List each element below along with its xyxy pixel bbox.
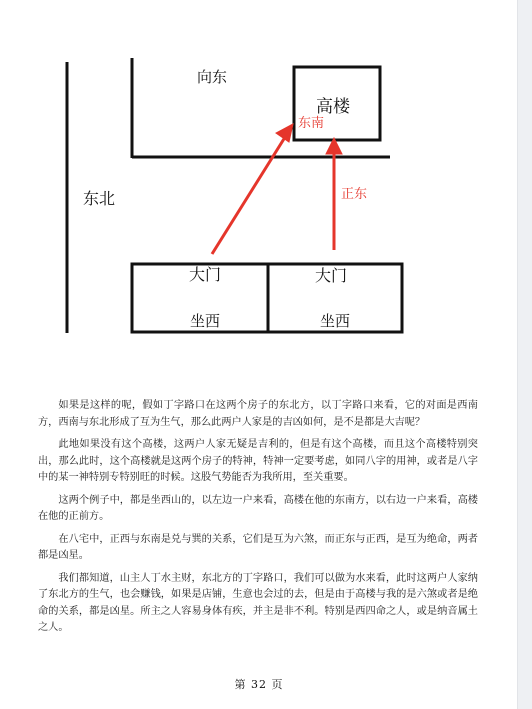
page-number: 第 32 页 bbox=[234, 678, 284, 691]
label-gate-right: 大门 bbox=[315, 266, 348, 285]
diagram-lines bbox=[0, 0, 518, 360]
label-due-east: 正东 bbox=[341, 187, 368, 202]
arrow-east bbox=[326, 138, 342, 250]
paragraph: 我们都知道，山主人丁水主财，东北方的丁字路口，我们可以做为水来看，此时这两户人家纳了东北方的生气，也会赚钱，如果是店铺，生意也会过的去，但是由于高楼与我的是六煞或者是绝命的关系，都是凶星。所主之人容易身体有疾，并主是非不利。特别是西四命之人，或是纳音属土之人。 bbox=[38, 572, 478, 633]
paragraph: 这两个例子中，都是坐西山的，以左边一户来看，高楼在他的东南方，以右边一户来看，高楼在他的正前方。 bbox=[38, 494, 478, 522]
floor-plan-diagram bbox=[0, 0, 518, 360]
paragraph: 此地如果没有这个高楼，这两户人家无疑是吉利的，但是有这个高楼，而且这个高楼特别突出，那么此时，这个高楼就是这两个房子的特神，特神一定要考虑，如同八字的用神，或者是八字中的某一神特别专特别旺的时候。这股气势能否为我所用，至关重要。 bbox=[38, 439, 478, 483]
paragraph: 在八宅中，正西与东南是兑与巽的关系，它们是互为六煞，而正东与正西，是互为绝命，两者都是凶星。 bbox=[38, 533, 478, 561]
label-southeast: 东南 bbox=[298, 116, 325, 131]
label-facing-east: 向东 bbox=[197, 68, 228, 86]
label-sit-west-right: 坐西 bbox=[320, 312, 351, 330]
label-sit-west-left: 坐西 bbox=[190, 312, 221, 330]
label-northeast: 东北 bbox=[83, 189, 116, 208]
body-text bbox=[38, 398, 478, 643]
paragraph: 如果是这样的呢，假如丁字路口在这两个房子的东北方，以丁字路口来看，它的对面是西南方，西南与东北形成了互为生气，那么此两户人家是的吉凶如何，是不是都是大吉呢？ bbox=[38, 400, 478, 428]
viewer-scroll-strip[interactable] bbox=[517, 0, 532, 709]
label-tall-building: 高楼 bbox=[316, 97, 350, 117]
arrow-southeast bbox=[212, 124, 293, 254]
label-gate-left: 大门 bbox=[189, 265, 222, 284]
